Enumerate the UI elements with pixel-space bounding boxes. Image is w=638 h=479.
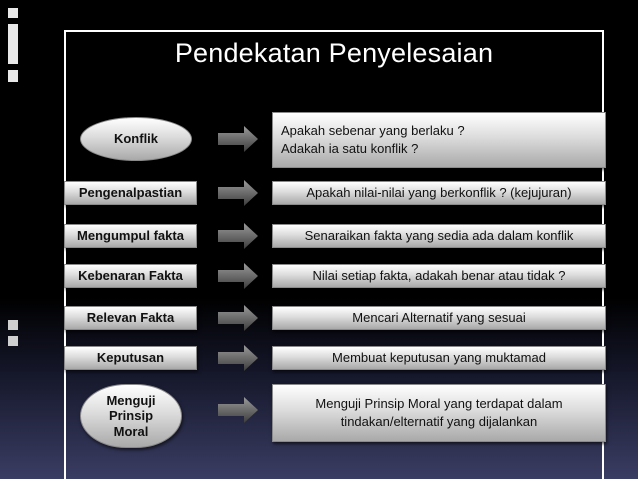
step-label-konflik bbox=[80, 117, 192, 161]
right-arrow-icon bbox=[218, 263, 258, 289]
step-label-text: Mengumpul fakta bbox=[77, 228, 184, 244]
right-arrow-icon bbox=[218, 126, 258, 152]
step-label-pengenalpastian bbox=[64, 181, 197, 205]
step-label-mengumpul-fakta bbox=[64, 224, 197, 248]
right-arrow-icon bbox=[218, 223, 258, 249]
step-description-menguji-prinsip-moral bbox=[272, 384, 606, 442]
step-description-relevan-fakta bbox=[272, 306, 606, 330]
step-label-text: Konflik bbox=[113, 131, 159, 147]
step-label-text: Relevan Fakta bbox=[86, 310, 175, 326]
step-description-mengumpul-fakta bbox=[272, 224, 606, 248]
step-description-text: Apakah nilai-nilai yang berkonflik ? (kejujuran) bbox=[306, 185, 572, 201]
step-label-text: Keputusan bbox=[96, 350, 165, 366]
right-arrow-icon bbox=[218, 305, 258, 331]
step-label-text: Kebenaran Fakta bbox=[78, 268, 183, 284]
page-title: Pendekatan Penyelesaian bbox=[174, 38, 494, 68]
step-label-keputusan bbox=[64, 346, 197, 370]
right-arrow-icon bbox=[218, 345, 258, 371]
step-description-text: Nilai setiap fakta, adakah benar atau tidak ? bbox=[312, 268, 566, 284]
right-arrow-icon bbox=[218, 397, 258, 423]
step-description-text: Mencari Alternatif yang sesuai bbox=[352, 310, 526, 326]
step-description-text: Senaraikan fakta yang sedia ada dalam konflik bbox=[304, 228, 574, 244]
step-description-text: Menguji Prinsip Moral yang terdapat dalam tindakan/elternatif yang dijalankan bbox=[315, 396, 563, 429]
step-label-menguji-prinsip-moral bbox=[80, 384, 182, 448]
step-description-text: Apakah sebenar yang berlaku ? Adakah ia satu konflik ? bbox=[281, 123, 465, 156]
step-label-kebenaran-fakta bbox=[64, 264, 197, 288]
step-label-text: Pengenalpastian bbox=[78, 185, 183, 201]
decorative-left-bars bbox=[0, 0, 24, 479]
step-description-text: Membuat keputusan yang muktamad bbox=[332, 350, 546, 366]
step-description-konflik bbox=[272, 112, 606, 168]
step-label-text: Menguji Prinsip Moral bbox=[106, 392, 156, 439]
step-label-relevan-fakta bbox=[64, 306, 197, 330]
step-description-kebenaran-fakta bbox=[272, 264, 606, 288]
step-description-keputusan bbox=[272, 346, 606, 370]
step-description-pengenalpastian bbox=[272, 181, 606, 205]
frame-left-line bbox=[64, 30, 66, 479]
right-arrow-icon bbox=[218, 180, 258, 206]
